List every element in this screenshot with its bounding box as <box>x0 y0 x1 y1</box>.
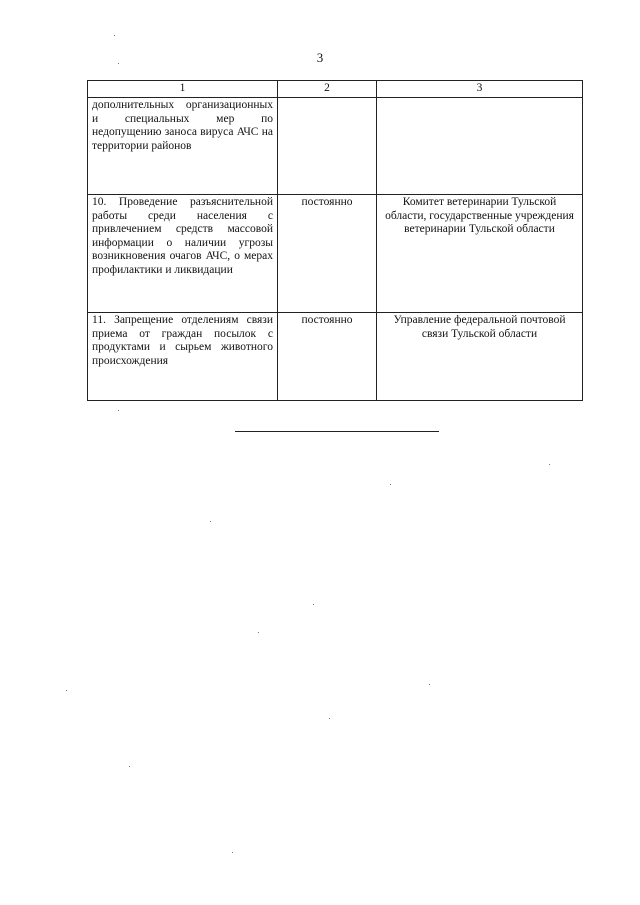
scan-speck <box>329 718 330 719</box>
column-header-1: 1 <box>88 81 278 98</box>
responsible-cell: Комитет ветеринарии Тульской области, государственные учреждения ветеринарии Тульской области <box>377 195 583 313</box>
scan-speck <box>258 632 259 633</box>
closing-rule <box>235 431 439 432</box>
measures-table <box>87 80 583 401</box>
scan-speck <box>114 35 115 36</box>
period-cell <box>278 98 377 195</box>
table-row <box>88 313 583 401</box>
scan-speck <box>118 410 119 411</box>
scan-speck <box>429 684 430 685</box>
measure-cell: дополнительных организационных и специальных мер по недопущению заноса вируса АЧС на территории районов <box>88 98 278 195</box>
scan-speck <box>313 604 314 605</box>
page-number: 3 <box>316 50 324 65</box>
period-cell: постоянно <box>278 195 377 313</box>
responsible-cell <box>377 98 583 195</box>
scan-speck <box>129 766 130 767</box>
table-row <box>88 98 583 195</box>
scan-speck <box>549 464 550 465</box>
column-header-3: 3 <box>377 81 583 98</box>
table-header-row <box>88 81 583 98</box>
scan-speck <box>390 484 391 485</box>
measure-cell: 11. Запрещение отделениям связи приема от граждан посылок с продуктами и сырьем животного происхождения <box>88 313 278 401</box>
responsible-cell: Управление федеральной почтовой связи Тульской области <box>377 313 583 401</box>
column-header-2: 2 <box>278 81 377 98</box>
scan-speck <box>232 852 233 853</box>
scan-speck <box>66 690 67 691</box>
table-row <box>88 195 583 313</box>
scan-speck <box>210 521 211 522</box>
scan-speck <box>118 63 119 64</box>
measure-cell: 10. Проведение разъяснительной работы среди населения с привлечением средств массовой информации о наличии угрозы возникновения очагов АЧС, о мерах профилактики и ликвидации <box>88 195 278 313</box>
period-cell: постоянно <box>278 313 377 401</box>
